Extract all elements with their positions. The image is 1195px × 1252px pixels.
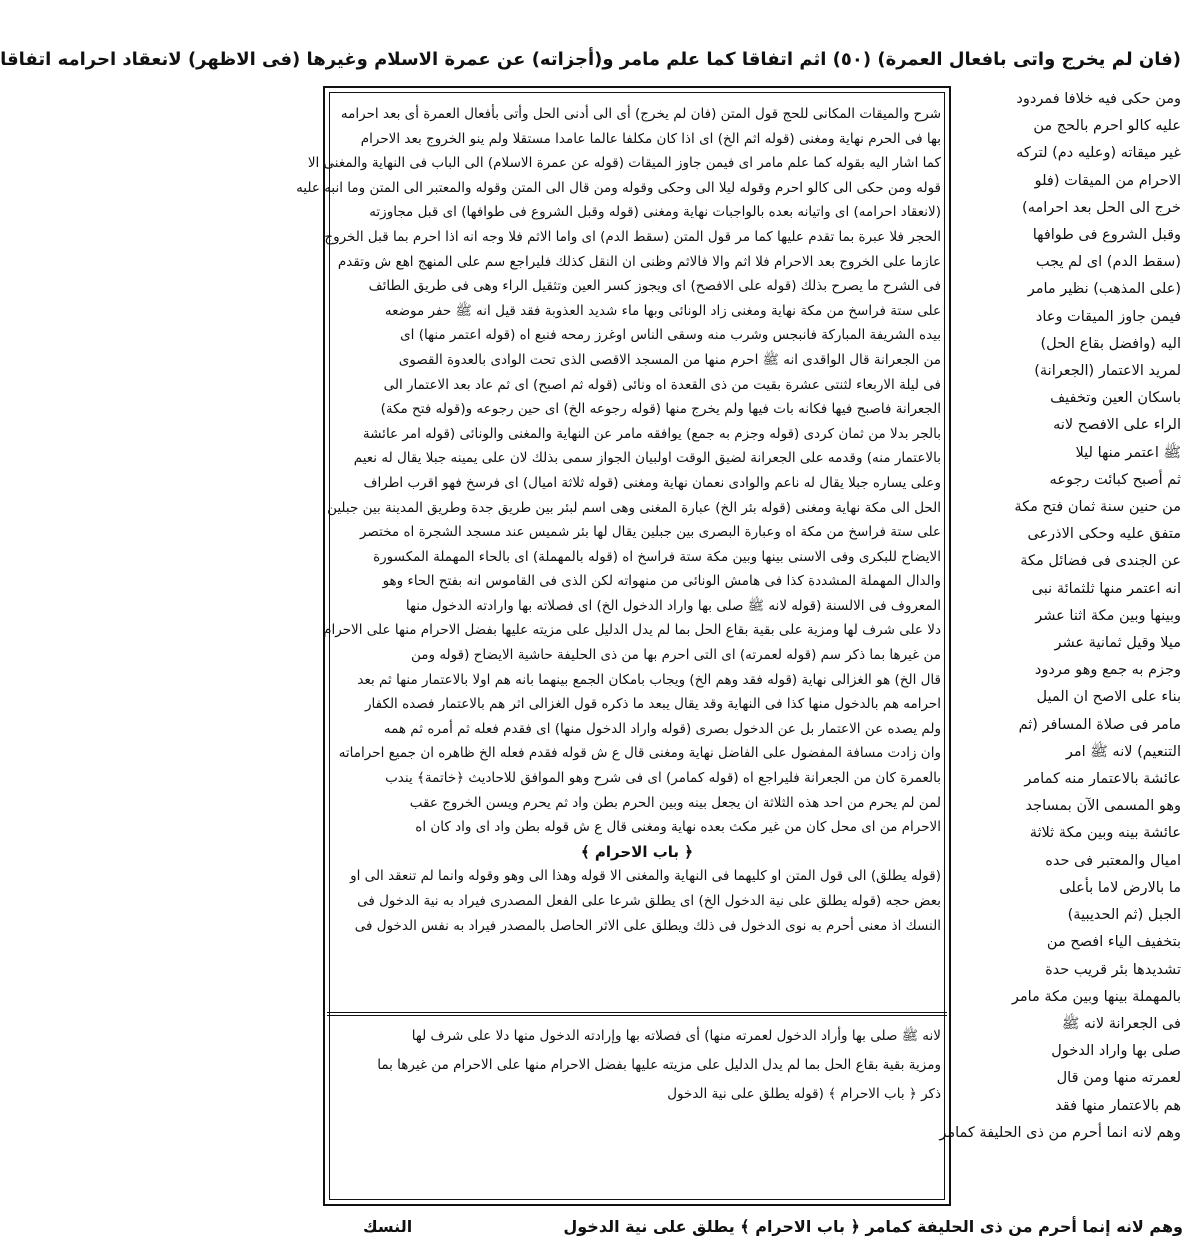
commentary-text-line: والدال المهملة المشددة كذا فى هامش الونائى من منهواته لكن الذى فى القاموس انه بفتح الحاء وهو [382,573,941,590]
commentary-text-line: قال الخ) هو الغزالى نهاية (قوله فقد وهم الخ) ويجاب بامكان الجمع بينهما بانه هم اولا بالاعتمار منها ثم بعد [357,671,941,688]
chapter-heading: ﴿ باب الاحرام ﴾ [580,842,694,861]
marginal-text-line: الجبل (ثم الحديبية) [1067,907,1181,924]
commentary-text-line: فى الشرح ما يصرح بذلك (قوله على الافصح) اى ويجوز كسر العين وتثقيل الراء وهى فى طريق الطائف [368,278,941,295]
marginal-text-line: عائشة بينه وبين مكة ثلاثة [1029,825,1181,842]
marginal-text-line: بالمهملة بينها وبين مكة مامر [1011,988,1181,1005]
marginal-text-line: اميال والمعتبر فى حده [1045,852,1181,869]
marginal-text-line: وبينها وبين مكة اثنا عشر [1035,607,1181,624]
marginal-text-line: وهم لانه انما أحرم من ذى الحليفة كمامر [939,1124,1181,1141]
marginal-text-line: ﷺ اعتمر منها ليلا [1075,444,1181,461]
commentary-text-line: بعض حجه (قوله يطلق على نية الدخول الخ) اى يطلق شرعا على الفعل المصدرى فيراد به نية الدخول فى [357,893,941,909]
marginal-text-line: فيمن جاوز الميقات وعاد [1035,308,1181,325]
marginal-text-line: التنعيم) لانه ﷺ امر [1065,743,1181,760]
commentary-text-line: على ستة فراسخ من مكة اه وعبارة البصرى بين جبلين يقال لها بئر شميس عند مسجد الشجرة اه مختصر [359,524,941,541]
commentary-text-line: ولم يصده عن الاعتمار بل عن الدخول بصرى (قوله واراد الدخول منها) اى فقدم فعله ثم أمره ثم همه [383,720,941,737]
marginal-text-line: من حنين سنة ثمان فتح مكة [1014,499,1181,516]
marginal-text-line: انه اعتمر منها ثلثمائة نبى [1031,580,1181,597]
marginal-text-line: لعمرته منها ومن قال [1056,1070,1181,1087]
commentary-text-line: (قوله يطلق) الى قول المتن او كليهما فى النهاية والمغنى الا قوله وهذا الى وهو وقوله وانما لم تنعقد الى او [350,868,941,885]
marginal-text-line: باسكان العين وتخفيف [1050,390,1181,407]
footnote-block [333,1022,941,1202]
commentary-text-line: شرح والميقات المكانى للحج قول المتن (فان لم يخرج) أى الى أدنى الحل وأتى بأفعال العمرة أى بعد احرامه [340,106,941,122]
marginal-text-line: الاحرام من الميقات (فلو [1034,172,1181,189]
marginal-text-line: عن الجندى فى فضائل مكة [1020,553,1181,570]
commentary-text-line: بالعمرة كان من الجعرانة فليراجع اه (قوله كمامر) اى فى شرح وهو الموافق للاحاديث ﴿خاتمة﴾ يندب [385,770,941,787]
commentary-text-line: بالجر بدلا من ثمان كردى (قوله وجزم به جمع) يوافقه مامر عن النهاية والمغنى والونائى (قوله امر عائشة [362,425,941,442]
commentary-text-line: من غيرها بما ذكر سم (قوله لعمرته) اى التى احرم بها من ذى الحليفة حاشية الايضاح (قوله ومن [411,647,941,664]
marginal-text-line: مامر فى صلاة المسافر (ثم [1018,716,1181,733]
commentary-text-line: الحجر فلا عبرة بما تقدم عليها كما مر قول المتن (سقط الدم) اى واما الاثم فلا وجه انه اذا احرم بما قبل الخروج [324,228,941,245]
marginal-text-line: عليه كالو احرم بالحج من [1033,118,1181,135]
marginal-text-line: خرج الى الحل بعد احرامه) [1022,199,1181,216]
marginal-text-line: متفق عليه وحكى الاذرعى [1027,526,1181,543]
commentary-text-column [296,102,941,1002]
footnote-divider [327,1012,947,1013]
bottom-line-text: وهم لانه إنما أحرم من ذى الحليفة كمامر ﴿ باب الاحرام ﴾ يطلق على نية الدخول [563,1217,1183,1236]
commentary-text-line: الحل الى مكة نهاية ومغنى (قوله بئر الخ) عبارة المغنى وهى اسم لبئر بين طريق جدة وطريق المدينة بين جبلين [327,499,941,516]
marginal-text-line: هم بالاعتمار منها فقد [1055,1097,1181,1114]
marginal-text-line: ما بالارض لاما بأعلى [1059,879,1181,896]
commentary-text-line: وان زادت مسافة المفضول على الفاضل نهاية ومغنى قال ع ش قوله فقدم فعله الخ ظاهره ان جميع احراماته [338,745,941,762]
commentary-text-line: المعروف فى الالسنة (قوله لانه ﷺ صلى بها واراد الدخول الخ) اى فصلاته بها وارادته الدخول منها [405,597,941,614]
footnote-text-line: ومزية بقية بقاع الحل بما لم يدل الدليل على مزيته عليها بفضل الاحرام منها على الاحرام من غيرها بما [377,1057,941,1073]
marginal-text-line: بتخفيف الياء افصح من [1046,934,1181,951]
marginal-text-line: اليه (وافضل بقاع الحل) [1040,335,1181,352]
commentary-text-line: على ستة فراسخ من مكة نهاية ومغنى زاد الونائى وبها ماء شديد العذوبة فقد قيل انه ﷺ حفر موضعه [384,302,941,319]
commentary-text-line: فى ليلة الاربعاء لثنتى عشرة بقيت من ذى القعدة اه ونائى (قوله ثم اصبح) اى ثم عاد بعد الاعتمار الى [383,376,941,393]
marginal-text-line: وجزم به جمع وهو مردود [1034,662,1181,679]
commentary-text-line: وعلى يساره جبلا يقال له ناعم والوادى نعمان نهاية ومغنى (قوله ثلاثة اميال) اى فرسخ فهو اقرب اطراف [363,474,941,491]
marginal-text-line: بناء على الاصح ان الميل [1036,689,1181,706]
marginal-text-line: وهو المسمى الآن بمساجد [1025,798,1181,815]
commentary-text-line: الجعرانة فاصبح فيها فكانه بات فيها ولم يخرج منها (قوله رجوعه الخ) اى حين رجوعه و(قوله فتح مكة) [380,401,941,418]
commentary-text-line: بيده الشريفة المباركة فانبجس وشرب منه وسقى الناس اوغرز رمحه فنبع اه (قوله اعتمر منها) اى [400,327,941,344]
commentary-text-line: دلا على شرف لها ومزية على بقية بقاع الحل بما لم يدل الدليل على مزيته عليها بفضل الاحرام منها على الاحرام [323,622,941,639]
footnote-divider-double [327,1015,947,1016]
marginal-text-line: ومن حكى فيه خلافا فمردود [1016,91,1181,107]
commentary-text-line: بها فى الحرم نهاية ومغنى (قوله اثم الخ) اى اذا كان مكلفا عالما عامدا مستقلا ولم ينو الخروج بعد الاحرام [360,130,941,147]
marginal-text-line: صلى بها واراد الدخول [1051,1043,1181,1060]
commentary-text-line: النسك اذ معنى أحرم به نوى الدخول فى ذلك ويطلق على الاثر الحاصل بالمصدر فيراد به نفس الدخول فى [354,917,941,934]
commentary-text-line: (لانعقاد احرامه) اى واتيانه بعده بالواجبات نهاية ومغنى (قوله وقبل الشروع فى طوافها) اى قبل مجاوزته [369,204,941,221]
footnote-text-line: ذكر ﴿ باب الاحرام ﴾ (قوله يطلق على نية الدخول [667,1086,941,1102]
marginal-text-line: عائشة بالاعتمار منه كمامر [1024,771,1181,788]
commentary-text-line: الاحرام من اى محل كان من غير مكث بعده نهاية ومغنى قال ع ش قوله بطن واد اى واد كان اه [415,819,941,836]
marginal-text-line: لمريد الاعتمار (الجعرانة) [1034,363,1181,380]
marginal-text-line: (على المذهب) نظير مامر [1027,281,1181,298]
marginal-text-column [939,86,1181,1206]
commentary-text-line: عازما على الخروج بعد الاحرام فلا اثم والا فالاثم وظنى ان النقل كذلك فليراجع سم على المنهج اهع ش وتقدم [337,253,941,270]
marginal-text-line: تشديدها بئر قريب حدة [1045,961,1181,978]
marginal-text-line: فى الجعرانة لانه ﷺ [1061,1015,1181,1032]
commentary-text-line: كما اشار اليه بقوله كما علم مامر اى فيمن جاوز الميقات (قوله عن عمرة الاسلام) الى الباب فى النهاية والمغنى الا [307,155,941,172]
marginal-text-line: ميلا وقيل ثمانية عشر [1054,635,1181,652]
catchword: النسك [363,1217,413,1236]
footnote-text-line: لانه ﷺ صلى بها وأراد الدخول لعمرته منها) أى فصلاته بها وإرادته الدخول منها دلا على شرف لها [411,1028,941,1044]
commentary-text-line: لمن لم يحرم من احد هذه الثلاثة ان يجعل بينه وبين الحرم بطن واد ثم يحرم ويسن الخروج عقب [409,794,941,811]
marginal-text-line: (سقط الدم) اى لم يجب [1035,254,1181,271]
commentary-text-line: الايضاح للبكرى وفى الاسنى بينها وبين مكة ستة فراسخ اه (قوله بالمهملة) اى بالحاء المهملة المكسورة [373,548,941,565]
marginal-text-line: غير ميقاته (وعليه دم) لتركه [1016,145,1181,162]
page-bottom [323,1210,1183,1244]
page-header: (فان لم يخرج واتى بافعال العمرة) (٥٠) اثم اتفاقا كما علم مامر و(أجزاته) عن عمرة الاسلام وغيرها (فى الاظهر) لانعقاد احرامه اتفاقا [0,49,1181,70]
commentary-text-line: من الجعرانة قال الواقدى انه ﷺ احرم منها من المسجد الاقصى الذى تحت الوادى بالعدوة القصوى [398,351,941,368]
commentary-text-line: احرامه هم بالدخول منها كذا فى النهاية وقد يقال يبعد ما ذكره قول الغزالى اثر هم بالاعتمار فصده الكفار [365,696,941,713]
commentary-text-line: قوله ومن حكى الى كالو احرم وقوله ليلا الى وحكى وقوله ومن قال الى المتن وقوله والمعتبر الى المتن وما انبه عليه [296,179,941,196]
marginal-text-line: الراء على الافصح لانه [1053,417,1181,434]
marginal-text-line: وقبل الشروع فى طوافها [1032,227,1181,244]
marginal-text-line: ثم أصبح كبائت رجوعه [1049,471,1181,488]
commentary-text-line: بالاعتمار منه) وقدمه على الجعرانة لضيق الوقت اولبيان الجواز سمى بذلك لان على يمينه جبلا يقال له نعيم [353,450,941,467]
